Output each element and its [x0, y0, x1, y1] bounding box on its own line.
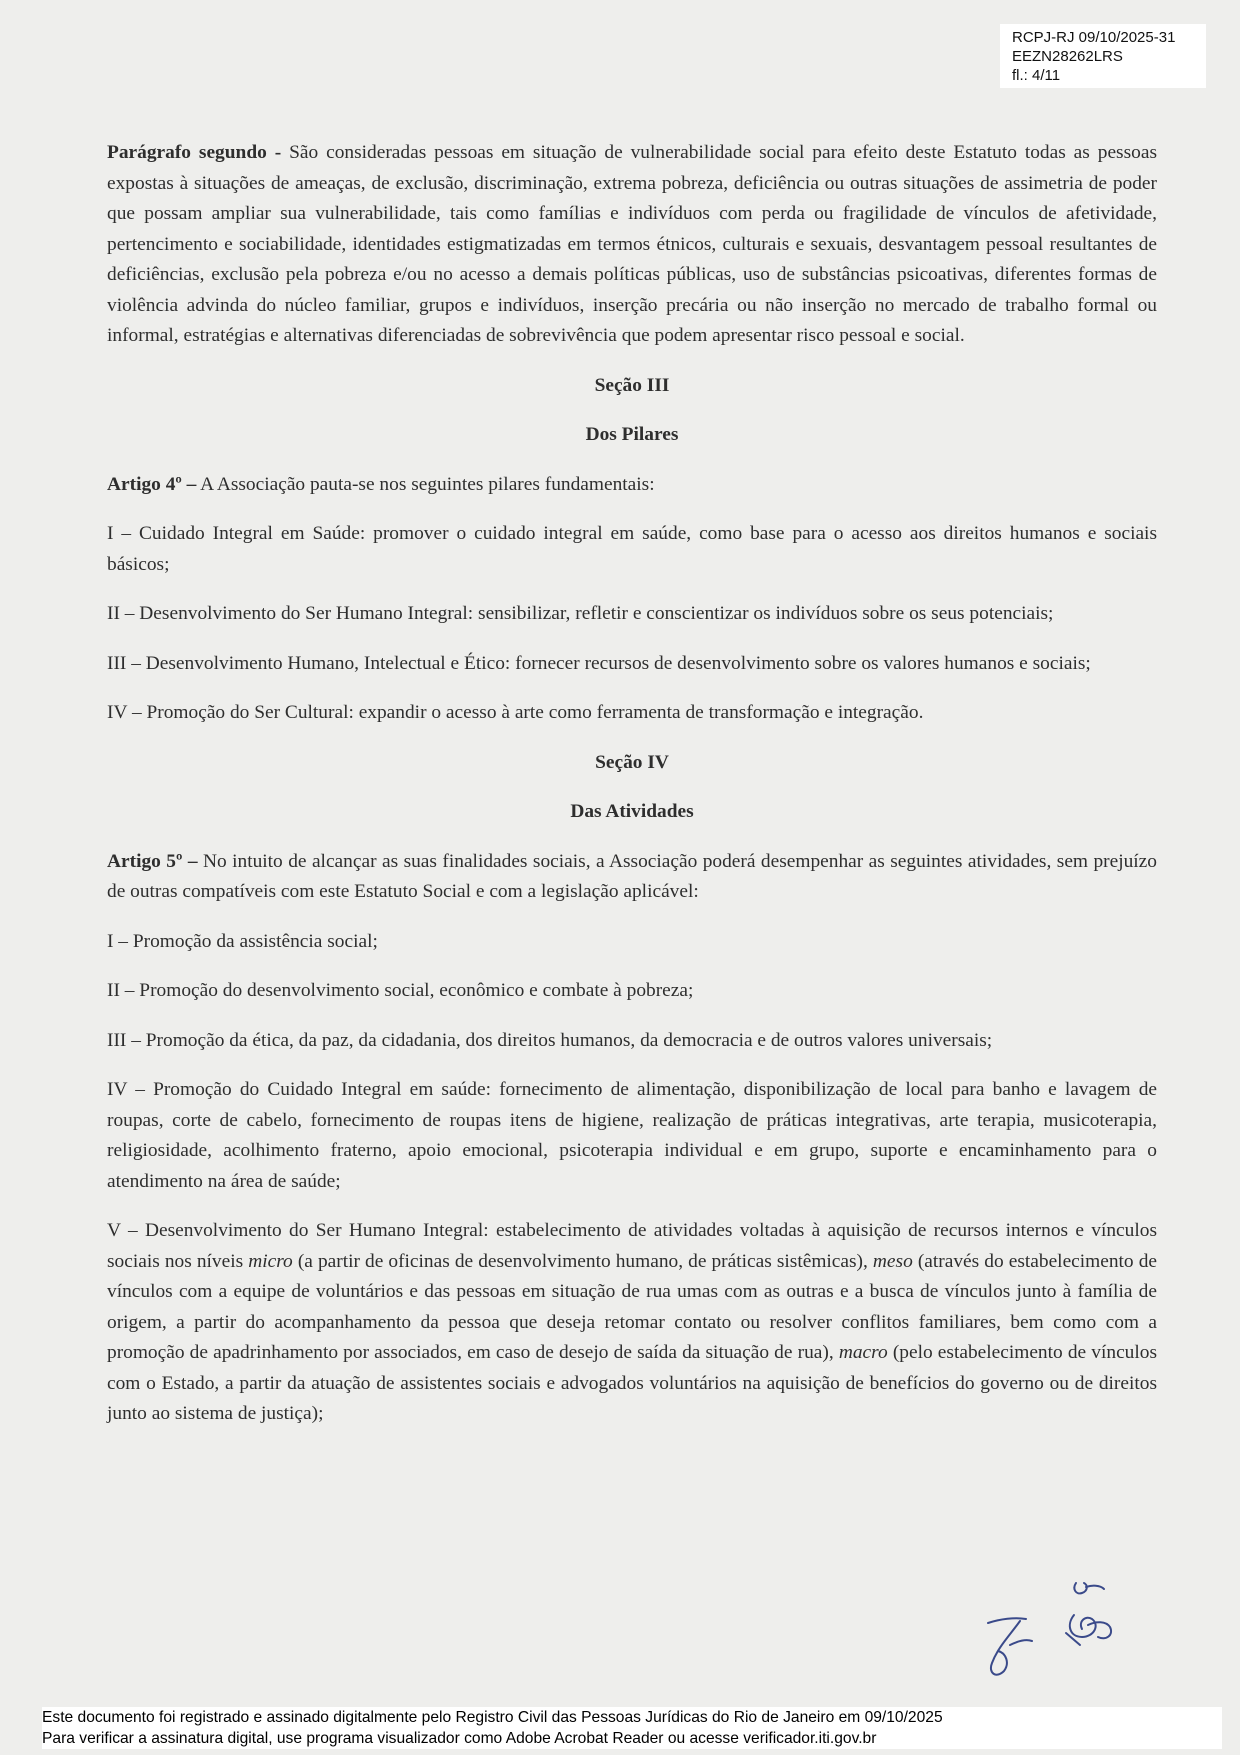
secao-iv-title: Seção IV	[595, 751, 669, 773]
artigo-5	[107, 847, 1157, 908]
item-v-meso: meso	[872, 1250, 913, 1272]
digital-signature-footer	[42, 1707, 1222, 1749]
paragrafo-segundo	[107, 138, 1157, 352]
pilar-item: III – Desenvolvimento Humano, Intelectual e Ético: fornecer recursos de desenvolvimento sobre os valores humanos e sociais;	[107, 652, 1091, 674]
artigo-4-label: Artigo 4º –	[107, 473, 197, 495]
artigo-4	[107, 470, 1157, 501]
footer-line-verification: Para verificar a assinatura digital, use programa visualizador como Adobe Acrobat Reader ou acesse verificador.iti.gov.br	[42, 1730, 877, 1747]
artigo-5-label: Artigo 5º –	[107, 850, 198, 872]
atividade-item: III – Promoção da ética, da paz, da cidadania, dos direitos humanos, da democracia e de outros valores universais;	[107, 1029, 993, 1051]
paragrafo-segundo-text: São consideradas pessoas em situação de vulnerabilidade social para efeito deste Estatuto todas as pessoas expostas à situações de ameaças, de exclusão, discriminação, extrema pobreza, deficiência ou outras situações de assimetria de poder que possam ampliar sua vulnerabilidade, tais como famílias e indivíduos com perda ou fragilidade de vínculos de afetividade, pertencimento e sociabilidade, identidades estigmatizadas em termos étnicos, culturais e sexuais, desvantagem pessoal resultantes de deficiências, exclusão pela pobreza e/ou no acesso a demais políticas públicas, uso de substâncias psicoativas, diferentes formas de violência advinda do núcleo familiar, grupos e indivíduos, inserção precária ou não inserção no mercado de trabalho formal ou informal, estratégias e alternativas diferenciadas de sobrevivência que podem apresentar risco pessoal e social.	[107, 142, 1157, 346]
atividade-item-v	[107, 1216, 1157, 1430]
artigo-5-text: No intuito de alcançar as suas finalidades sociais, a Associação poderá desempenhar as seguintes atividades, sem prejuízo de outras compatíveis com este Estatuto Social e com a legislação aplicável:	[107, 850, 1157, 902]
item-v-text-d: (pelo estabelecimento de vínculos com o Estado, a partir da atuação de assistentes sociais e advogados voluntários na aquisição de benefícios do governo ou de direitos junto ao sistema de justiça);	[107, 1342, 1157, 1424]
handwritten-signatures	[970, 1575, 1150, 1690]
item-v-text-a: V – Desenvolvimento do Ser Humano Integral: estabelecimento de atividades voltadas à aquisição de recursos internos e vínculos sociais nos níveis	[107, 1220, 1157, 1272]
signature-initials	[1074, 1583, 1104, 1593]
signature-1	[988, 1618, 1032, 1674]
item-v-macro: macro	[838, 1342, 888, 1363]
stamp-line-code: EEZN28262LRS	[1012, 48, 1123, 65]
pilar-item: IV – Promoção do Ser Cultural: expandir o acesso à arte como ferramenta de transformação e integração.	[107, 702, 924, 723]
pilar-item: I – Cuidado Integral em Saúde: promover o cuidado integral em saúde, como base para o acesso aos direitos humanos e sociais básicos;	[107, 523, 1157, 575]
secao-iii-title: Seção III	[594, 374, 670, 396]
atividade-item: II – Promoção do desenvolvimento social, econômico e combate à pobreza;	[107, 980, 694, 1001]
pilar-item: II – Desenvolvimento do Ser Humano Integral: sensibilizar, refletir e conscientizar os indivíduos sobre os seus potenciais;	[107, 603, 1054, 624]
stamp-line-registry-date: RCPJ-RJ 09/10/2025-31	[1012, 29, 1176, 46]
signature-2	[1066, 1615, 1111, 1645]
document-body	[107, 138, 1157, 1449]
stamp-line-page: fl.: 4/11	[1012, 67, 1061, 84]
secao-iv-subtitle: Das Atividades	[570, 801, 694, 822]
item-v-micro: micro	[248, 1250, 293, 1272]
footer-line-registration: Este documento foi registrado e assinado digitalmente pelo Registro Civil das Pessoas Jurídicas do Rio de Janeiro em 09/10/2025	[42, 1709, 943, 1726]
secao-iii-subtitle: Dos Pilares	[585, 424, 679, 445]
paragrafo-segundo-label: Parágrafo segundo -	[107, 142, 282, 163]
item-v-text-b: (a partir de oficinas de desenvolvimento humano, de práticas sistêmicas),	[292, 1250, 873, 1272]
item-v-text-c: (através do estabelecimento de vínculos com a equipe de voluntários e das pessoas em situação de rua umas com as outras e a busca de vínculos junto à família de origem, a partir do acompanhamento da pessoa que deseja retomar contato ou resolver conflitos familiares, bem como com a promoção de apadrinhamento por associados, em caso de desejo de saída da situação de rua),	[107, 1250, 1157, 1363]
atividade-item: IV – Promoção do Cuidado Integral em saúde: fornecimento de alimentação, disponibilização de local para banho e lavagem de roupas, corte de cabelo, fornecimento de roupas itens de higiene, realização de práticas integrativas, arte terapia, musicoterapia, religiosidade, acolhimento fraterno, apoio emocional, psicoterapia individual e em grupo, suporte e encaminhamento para o atendimento na área de saúde;	[107, 1079, 1157, 1192]
artigo-4-text: A Associação pauta-se nos seguintes pilares fundamentais:	[196, 473, 655, 495]
registry-stamp	[1000, 24, 1206, 88]
atividade-item: I – Promoção da assistência social;	[107, 930, 378, 952]
